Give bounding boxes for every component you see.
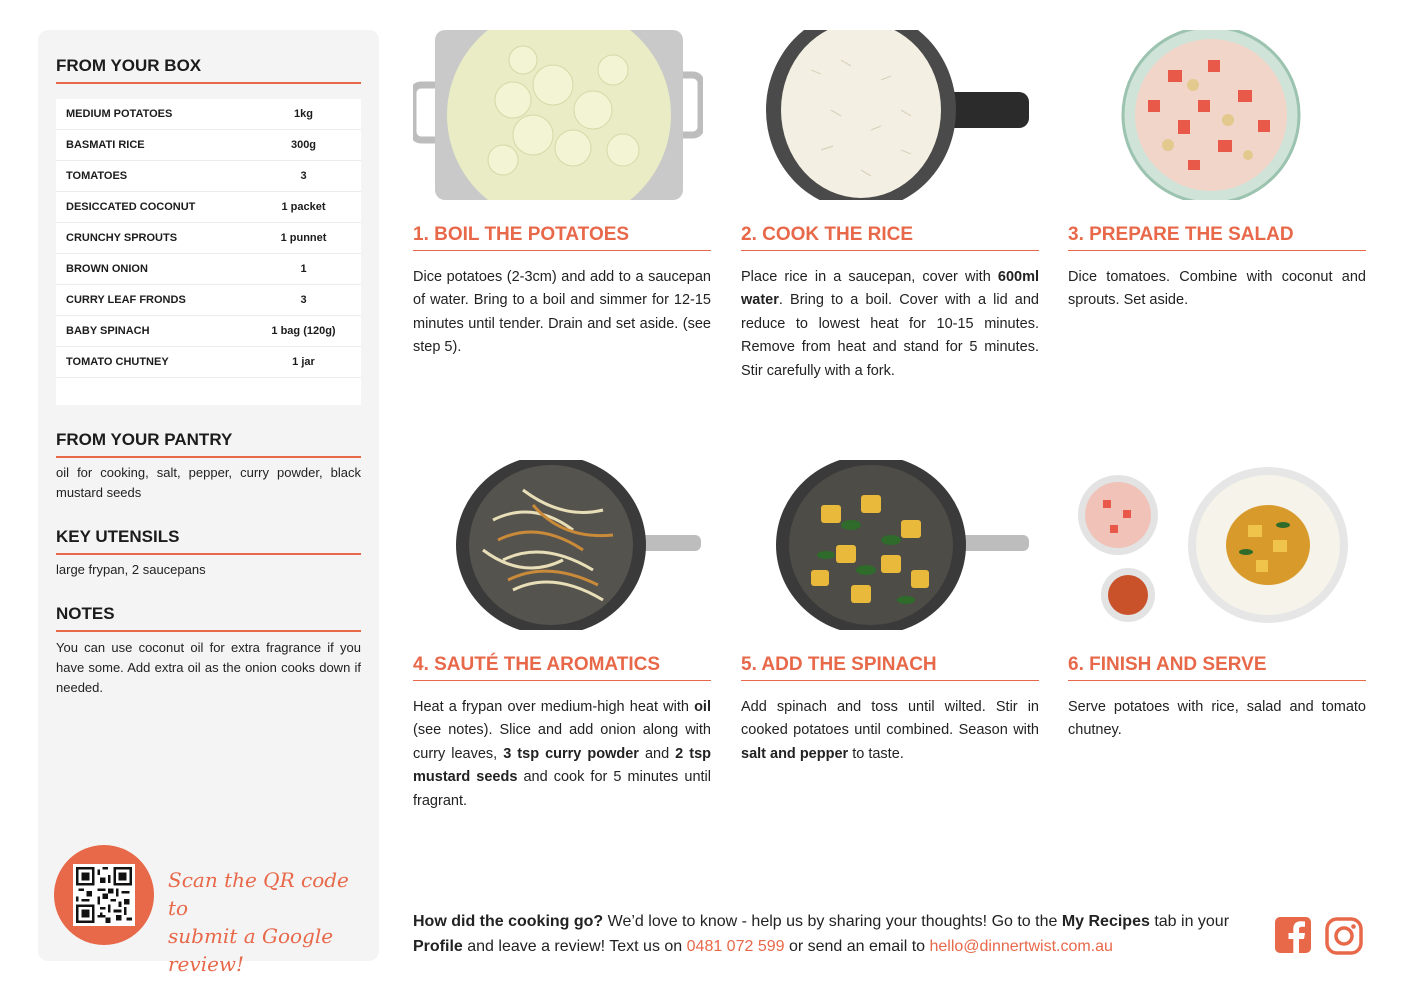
step-5-text	[741, 696, 1039, 766]
step-text-run: to taste.	[848, 745, 904, 762]
ingredient-qty: 1kg	[294, 108, 313, 120]
ingredient-qty: 1 punnet	[280, 232, 327, 244]
ingredient-name: TOMATOES	[66, 170, 128, 182]
step-text-run: Heat a frypan over medium-high heat with	[413, 699, 695, 715]
ingredient-row	[56, 99, 361, 130]
ingredient-qty: 300g	[290, 139, 317, 151]
ingredient-name: TOMATO CHUTNEY	[66, 356, 169, 368]
sidebar	[38, 30, 379, 976]
step-text-bold: salt and pepper	[741, 745, 849, 762]
step-4-title: 4. SAUTÉ THE AROMATICS	[413, 654, 711, 681]
step-2-text	[741, 266, 1039, 383]
step-text-run: Place rice in a saucepan, cover with	[741, 269, 998, 285]
step-2-photo	[741, 30, 1031, 200]
utensils-title: KEY UTENSILS	[56, 527, 361, 555]
ingredient-row	[56, 285, 361, 316]
footer-text-1: We’d love to know - help us by sharing your thoughts! Go to the	[603, 913, 1062, 930]
step-text-bold: 3 tsp curry powder	[503, 745, 639, 762]
ingredient-row	[56, 130, 361, 161]
qr-caption	[168, 866, 368, 978]
step-text-run: . Bring to a boil. Cover with a lid and reduce to lowest heat for 10-15 minutes. Remove from heat and stand for 5 minutes. Stir carefully with a fork.	[741, 292, 1039, 379]
step-text-bold: 600ml water	[741, 269, 1039, 309]
step-4-text	[413, 696, 711, 813]
ingredient-qty: 1	[300, 263, 307, 275]
ingredient-qty: 1 packet	[281, 201, 326, 213]
ingredient-row	[56, 347, 361, 378]
ingredient-name: CURRY LEAF FRONDS	[66, 294, 186, 306]
ingredient-name: BASMATI RICE	[66, 139, 145, 151]
ingredient-row	[56, 316, 361, 347]
step-4-photo	[413, 460, 703, 630]
footer-text-2: tab in your	[1149, 913, 1230, 930]
step-5-photo	[741, 460, 1031, 630]
ingredient-row	[56, 223, 361, 254]
ingredient-row	[56, 254, 361, 285]
step-text-bold: 2 tsp mustard seeds	[413, 745, 712, 786]
notes-text: You can use coconut oil for extra fragrance if you have some. Add extra oil as the onion cooks down if needed.	[56, 640, 361, 695]
pantry-title: FROM YOUR PANTRY	[56, 430, 361, 458]
step-1-text	[413, 266, 711, 360]
qr-badge[interactable]	[54, 845, 154, 945]
ingredient-name: CRUNCHY SPROUTS	[66, 232, 178, 244]
step-text-run: (see notes). Slice and add onion along with curry leaves,	[413, 722, 711, 762]
step-5-title: 5. ADD THE SPINACH	[741, 654, 1039, 681]
footer-text-3: and leave a review! Text us on	[462, 938, 687, 955]
footer-question: How did the cooking go?	[413, 913, 604, 930]
step-3-photo	[1068, 30, 1358, 200]
ingredient-qty: 3	[300, 294, 307, 306]
phone-link[interactable]: 0481 072 599	[686, 938, 785, 955]
facebook-icon[interactable]	[1275, 917, 1313, 955]
step-text-run: Dice tomatoes. Combine with coconut and sprouts. Set aside.	[1068, 269, 1366, 309]
step-3-title: 3. PREPARE THE SALAD	[1068, 224, 1366, 251]
step-text-run: Dice potatoes (2-3cm) and add to a saucepan of water. Bring to a boil and simmer for 12-15 minutes until tender. Drain and set aside. (see step 5).	[413, 269, 711, 356]
profile-link[interactable]: Profile	[413, 938, 463, 955]
ingredient-row	[56, 192, 361, 223]
step-text-run: and cook for 5 minutes until fragrant.	[413, 769, 711, 809]
notes-title: NOTES	[56, 604, 361, 632]
ingredient-row	[56, 161, 361, 192]
ingredient-qty: 1 jar	[292, 356, 315, 368]
step-6-text	[1068, 696, 1366, 743]
my-recipes-link[interactable]: My Recipes	[1061, 913, 1150, 930]
instagram-icon[interactable]	[1325, 917, 1363, 955]
step-text-run: and	[638, 745, 676, 762]
footer-text-4: or send an email to	[784, 938, 930, 955]
step-text-bold: oil	[694, 699, 711, 715]
ingredient-name: BABY SPINACH	[66, 325, 150, 337]
footer-review-text	[413, 909, 1263, 959]
step-2-title: 2. COOK THE RICE	[741, 224, 1039, 251]
step-6-title: 6. FINISH AND SERVE	[1068, 654, 1366, 681]
qr-caption-line1: Scan the QR code to	[168, 868, 349, 920]
step-text-run: Add spinach and toss until wilted. Stir in cooked potatoes until combined. Season with	[741, 699, 1039, 739]
email-link[interactable]: hello@dinnertwist.com.au	[929, 938, 1113, 955]
ingredient-name: BROWN ONION	[66, 263, 148, 275]
step-1-photo	[413, 30, 703, 200]
step-3-text	[1068, 266, 1366, 313]
ingredients-table	[56, 99, 361, 405]
pantry-text: oil for cooking, salt, pepper, curry powder, black mustard seeds	[56, 465, 361, 500]
step-6-photo	[1068, 460, 1358, 630]
box-title: FROM YOUR BOX	[56, 56, 361, 84]
utensils-text: large frypan, 2 saucepans	[56, 562, 206, 577]
ingredient-qty: 3	[300, 170, 307, 182]
ingredient-name: MEDIUM POTATOES	[66, 108, 173, 120]
qr-caption-line2: submit a Google review!	[168, 924, 334, 976]
step-text-run: Serve potatoes with rice, salad and tomato chutney.	[1068, 699, 1366, 739]
qr-code-icon[interactable]	[73, 864, 135, 926]
step-1-title: 1. BOIL THE POTATOES	[413, 224, 711, 251]
ingredient-qty: 1 bag (120g)	[271, 325, 336, 337]
ingredient-name: DESICCATED COCONUT	[66, 201, 196, 213]
